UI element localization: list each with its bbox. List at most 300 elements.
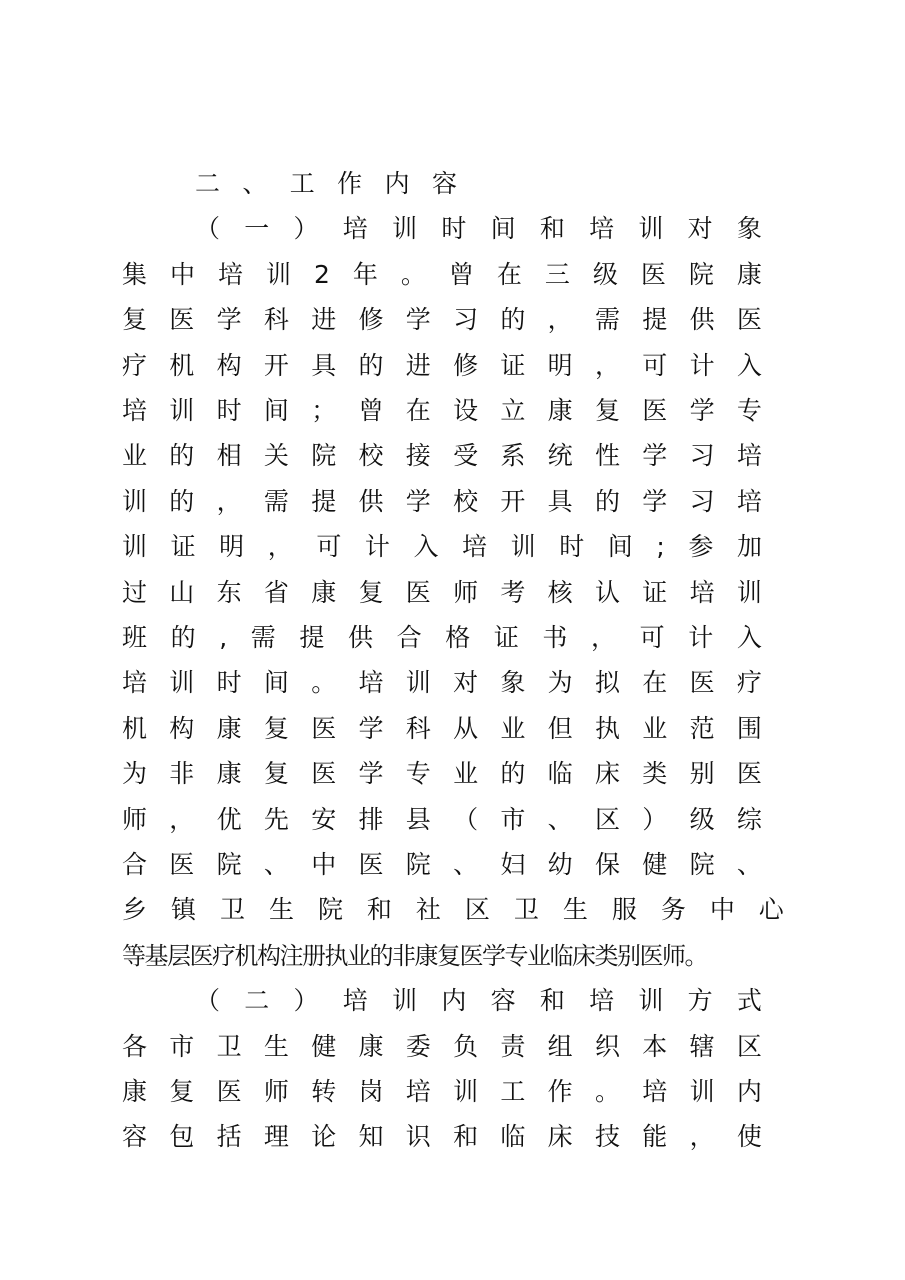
- text-char: 校: [453, 486, 479, 516]
- text-char: 中: [311, 850, 337, 879]
- text-char: 计: [688, 623, 714, 652]
- text-char: 培: [122, 396, 148, 425]
- text-char: 可: [639, 623, 665, 652]
- text-char: 需: [594, 305, 620, 335]
- text-char: 论: [311, 1122, 337, 1152]
- text-char: 临: [547, 759, 573, 789]
- text-char: 院: [311, 441, 337, 471]
- text-line: [122, 1117, 762, 1157]
- text-char: 院: [405, 850, 431, 879]
- text-char: ，: [216, 486, 242, 516]
- text-char: 转: [311, 1077, 337, 1106]
- text-line: [122, 527, 762, 567]
- text-char: 构: [216, 350, 242, 380]
- text-char: 加: [736, 532, 762, 562]
- text-char: 培: [589, 986, 615, 1016]
- text-char: 为: [122, 759, 148, 789]
- text-char: 医: [736, 759, 762, 789]
- text-char: 业: [122, 441, 148, 471]
- text-char: 院: [317, 895, 343, 925]
- text-char: 辖: [689, 1031, 715, 1061]
- text-char: 供: [347, 623, 373, 652]
- text-char: 业: [642, 713, 668, 743]
- text-char: 织: [594, 1031, 620, 1061]
- text-char: 学: [358, 713, 384, 743]
- text-char: 方: [687, 986, 713, 1016]
- text-char: 具: [311, 350, 337, 380]
- text-char: 能: [642, 1122, 668, 1152]
- text-char: 医: [311, 713, 337, 743]
- text-char: 二: [195, 169, 221, 198]
- text-char: 立: [500, 396, 526, 425]
- text-char: 年: [352, 259, 378, 289]
- text-char: 康: [358, 1031, 384, 1061]
- text-char: 二: [244, 986, 270, 1016]
- text-char: 训: [510, 532, 536, 562]
- text-char: 曾: [358, 396, 384, 425]
- text-char: 医: [169, 850, 195, 879]
- text-char: 时: [441, 214, 467, 244]
- text-char: 但: [547, 713, 573, 743]
- text-char: 县: [405, 804, 431, 834]
- text-char: 时: [216, 396, 242, 425]
- text-char: 康: [311, 577, 337, 607]
- text-char: 供: [358, 486, 384, 516]
- text-char: 训: [392, 214, 418, 244]
- text-char: 构: [169, 713, 195, 743]
- text-char: 级: [689, 804, 715, 834]
- text-char: 计: [689, 350, 715, 380]
- text-char: 曾: [448, 259, 474, 289]
- text-char: 识: [405, 1122, 431, 1152]
- text-char: 培: [736, 486, 762, 516]
- text-line: [122, 391, 762, 431]
- text-char: 的: [169, 486, 195, 516]
- text-char: 训: [736, 577, 762, 607]
- text-char: 中: [170, 259, 196, 289]
- text-char: 间: [263, 668, 289, 698]
- text-char: 学: [642, 486, 668, 516]
- text-char: 复: [358, 577, 384, 607]
- text-char: 培: [689, 577, 715, 607]
- text-char: 医: [642, 396, 668, 425]
- text-char: 习: [689, 486, 715, 516]
- text-char: 可: [642, 350, 668, 380]
- text-line: [122, 890, 784, 930]
- text-char: 师: [263, 1077, 289, 1106]
- text-char: 理: [263, 1122, 289, 1152]
- text-char: 训: [122, 532, 148, 562]
- text-char: 临: [500, 1122, 526, 1152]
- text-char: 负: [453, 1031, 479, 1061]
- text-char: 培: [589, 214, 615, 244]
- text-char: 式: [736, 986, 762, 1016]
- text-char: 作: [337, 169, 363, 198]
- text-char: 幼: [547, 850, 573, 879]
- text-char: 中: [709, 895, 735, 925]
- text-line: [122, 482, 762, 522]
- text-char: 对: [687, 214, 713, 244]
- text-char: 床: [594, 759, 620, 789]
- text-char: 一: [244, 214, 270, 244]
- text-char: 集: [122, 259, 148, 289]
- text-char: 专: [736, 396, 762, 425]
- text-char: 具: [547, 486, 573, 516]
- text-char: 的: [594, 486, 620, 516]
- text-char: 。: [594, 1077, 620, 1106]
- text-char: 机: [122, 713, 148, 743]
- text-char: 间: [490, 214, 516, 244]
- text-char: 学: [642, 441, 668, 471]
- text-char: 开: [500, 486, 526, 516]
- text-char: 、: [242, 169, 268, 198]
- text-char: 拟: [594, 668, 620, 698]
- text-char: 和: [366, 895, 392, 925]
- text-line: [122, 800, 762, 840]
- text-char: 机: [169, 350, 195, 380]
- text-char: 性: [594, 441, 620, 471]
- text-char: ,: [219, 623, 228, 652]
- text-char: 入: [413, 532, 439, 562]
- text-char: 卫: [219, 895, 245, 925]
- text-char: 复: [169, 1077, 195, 1106]
- text-char: 习: [689, 441, 715, 471]
- text-char: 间: [263, 396, 289, 425]
- text-char: 训: [392, 986, 418, 1016]
- text-char: 学: [216, 305, 242, 335]
- text-char: 本: [642, 1031, 668, 1061]
- text-char: 和: [539, 214, 565, 244]
- text-char: 先: [263, 804, 289, 834]
- text-char: 健: [642, 850, 668, 879]
- text-char: （: [453, 804, 479, 834]
- text-char: 心: [758, 895, 784, 925]
- text-char: 容: [122, 1122, 148, 1152]
- text-char: 卫: [216, 1031, 242, 1061]
- text-char: 受: [453, 441, 479, 471]
- text-char: 入: [736, 623, 762, 652]
- text-char: 。: [400, 259, 426, 289]
- text-char: 工: [500, 1077, 526, 1106]
- text-char: 院: [216, 850, 242, 879]
- text-char: 医: [736, 305, 762, 335]
- text-char: 学: [358, 759, 384, 789]
- text-char: 健: [311, 1031, 337, 1061]
- text-char: 认: [594, 577, 620, 607]
- text-char: 统: [547, 441, 573, 471]
- text-char: 师: [453, 577, 479, 607]
- text-char: 书: [542, 623, 568, 652]
- text-char: 服: [611, 895, 637, 925]
- text-char: 参: [688, 532, 714, 562]
- text-char: 医: [169, 305, 195, 335]
- text-char: 训: [638, 986, 664, 1016]
- text-char: 康: [216, 759, 242, 789]
- text-char: 培: [642, 1077, 668, 1106]
- text-char: 系: [500, 441, 526, 471]
- text-char: 和: [453, 1122, 479, 1152]
- text-char: 社: [415, 895, 441, 925]
- text-char: 入: [736, 350, 762, 380]
- text-char: ，: [591, 623, 617, 652]
- text-char: 学: [405, 486, 431, 516]
- text-char: 专: [405, 759, 431, 789]
- text-char: 、: [263, 850, 289, 879]
- text-char: 象: [500, 668, 526, 698]
- text-char: 时: [559, 532, 585, 562]
- text-char: 使: [736, 1122, 762, 1152]
- text-char: 妇: [500, 850, 526, 879]
- text-char: 合: [122, 850, 148, 879]
- text-char: 学: [405, 305, 431, 335]
- text-char: 医: [405, 577, 431, 607]
- text-char: 院: [689, 850, 715, 879]
- text-char: 市: [500, 804, 526, 834]
- text-line: [122, 1072, 762, 1112]
- text-char: ）: [642, 804, 668, 834]
- text-char: 培: [462, 532, 488, 562]
- text-char: 和: [539, 986, 565, 1016]
- text-line: [122, 1027, 762, 1067]
- text-char: 排: [358, 804, 384, 834]
- text-char: 培: [342, 214, 368, 244]
- text-char: 的: [169, 441, 195, 471]
- text-char: 康: [122, 1077, 148, 1106]
- text-char: 习: [453, 305, 479, 335]
- text-char: 开: [263, 350, 289, 380]
- text-char: 围: [736, 713, 762, 743]
- text-char: 复: [122, 305, 148, 335]
- text-char: 修: [358, 305, 384, 335]
- text-char: 在: [642, 668, 668, 698]
- text-char: 对: [453, 668, 479, 698]
- text-char: 证: [493, 623, 519, 652]
- text-char: 培: [736, 441, 762, 471]
- text-char: 医: [358, 850, 384, 879]
- text-char: 训: [689, 1077, 715, 1106]
- text-char: 接: [405, 441, 431, 471]
- text-char: 执: [594, 713, 620, 743]
- text-char: 证: [170, 532, 196, 562]
- text-char: 省: [263, 577, 289, 607]
- text-char: 市: [169, 1031, 195, 1061]
- text-char: （: [195, 214, 221, 244]
- text-line: [122, 618, 762, 658]
- text-char: 三: [544, 259, 570, 289]
- text-char: 班: [122, 623, 148, 652]
- text-char: ；: [311, 396, 337, 425]
- text-char: 提: [642, 305, 668, 335]
- text-char: 安: [311, 804, 337, 834]
- text-char: 供: [689, 305, 715, 335]
- text-char: 复: [263, 759, 289, 789]
- text-char: 提: [299, 623, 325, 652]
- text-line: [122, 255, 762, 295]
- text-char: 格: [445, 623, 471, 652]
- text-char: ）: [293, 214, 319, 244]
- text-char: 的: [170, 623, 196, 652]
- text-char: 综: [736, 804, 762, 834]
- text-char: 业: [500, 713, 526, 743]
- text-char: 培: [342, 986, 368, 1016]
- text-char: 在: [496, 259, 522, 289]
- text-char: 核: [547, 577, 573, 607]
- text-line: [195, 981, 762, 1021]
- text-char: 间: [607, 532, 633, 562]
- text-char: 训: [453, 1077, 479, 1106]
- text-char: 容: [431, 169, 457, 198]
- text-char: 修: [453, 350, 479, 380]
- text-char: 康: [736, 259, 762, 289]
- text-char: 生: [268, 895, 294, 925]
- text-char: 务: [660, 895, 686, 925]
- text-line: [122, 573, 762, 613]
- text-char: 象: [736, 214, 762, 244]
- text-char: ，: [689, 1122, 715, 1152]
- text-char: 康: [216, 713, 242, 743]
- text-char: 为: [547, 668, 573, 698]
- text-char: ，: [547, 305, 573, 335]
- text-line: [122, 663, 762, 703]
- text-char: 区: [464, 895, 490, 925]
- text-char: 的: [500, 305, 526, 335]
- text-char: 进: [405, 350, 431, 380]
- text-char: 卫: [513, 895, 539, 925]
- text-char: 康: [547, 396, 573, 425]
- text-line: [122, 754, 762, 794]
- text-char: 设: [453, 396, 479, 425]
- text-char: 训: [169, 396, 195, 425]
- text-char: 疗: [736, 668, 762, 698]
- text-char: 区: [594, 804, 620, 834]
- text-char: 、: [547, 804, 573, 834]
- text-char: 培: [405, 1077, 431, 1106]
- text-char: 明: [219, 532, 245, 562]
- text-line: [195, 209, 762, 249]
- text-char: 考: [500, 577, 526, 607]
- text-char: 训: [122, 486, 148, 516]
- text-char: 需: [250, 623, 276, 652]
- text-char: 内: [736, 1077, 762, 1106]
- text-char: 学: [689, 396, 715, 425]
- text-char: 提: [311, 486, 337, 516]
- text-char: 工: [289, 169, 315, 198]
- text-char: 时: [216, 668, 242, 698]
- text-char: 山: [169, 577, 195, 607]
- text-char: 镇: [170, 895, 196, 925]
- text-char: 生: [562, 895, 588, 925]
- text-char: 区: [736, 1031, 762, 1061]
- text-line: [122, 709, 762, 749]
- text-line: [195, 164, 457, 204]
- text-char: 括: [216, 1122, 242, 1152]
- text-char: 训: [638, 214, 664, 244]
- text-char: 非: [169, 759, 195, 789]
- text-char: 医: [689, 668, 715, 698]
- text-char: 责: [500, 1031, 526, 1061]
- text-char: 科: [405, 713, 431, 743]
- text-char: ）: [293, 986, 319, 1016]
- text-char: 乡: [122, 895, 148, 925]
- text-char: 疗: [122, 350, 148, 380]
- text-char: 医: [216, 1077, 242, 1106]
- text-char: 组: [547, 1031, 573, 1061]
- text-char: 范: [689, 713, 715, 743]
- text-char: 内: [384, 169, 410, 198]
- text-char: 的: [500, 759, 526, 789]
- text-char: 优: [216, 804, 242, 834]
- text-line: [122, 346, 762, 386]
- text-char: 容: [490, 986, 516, 1016]
- text-char: 东: [216, 577, 242, 607]
- text-char: 知: [358, 1122, 384, 1152]
- text-line: [122, 436, 762, 476]
- text-char: 作: [547, 1077, 573, 1106]
- text-char: 、: [453, 850, 479, 879]
- text-char: 医: [640, 259, 666, 289]
- text-char: 内: [441, 986, 467, 1016]
- text-char: 进: [311, 305, 337, 335]
- text-char: 技: [594, 1122, 620, 1152]
- text-char: 计: [364, 532, 390, 562]
- text-char: 医: [311, 759, 337, 789]
- text-line: [122, 845, 762, 885]
- text-char: 合: [396, 623, 422, 652]
- text-char: 各: [122, 1031, 148, 1061]
- text-char: ，: [169, 804, 195, 834]
- text-char: 相: [216, 441, 242, 471]
- text-line: [122, 300, 762, 340]
- text-char: 、: [736, 850, 762, 879]
- text-char: 复: [263, 713, 289, 743]
- text-char: 需: [263, 486, 289, 516]
- text-char: ，: [594, 350, 620, 380]
- text-char: 业: [453, 759, 479, 789]
- text-char: 别: [689, 759, 715, 789]
- text-char: 过: [122, 577, 148, 607]
- text-char: 证: [500, 350, 526, 380]
- text-char: 类: [642, 759, 668, 789]
- text-char: 级: [592, 259, 618, 289]
- text-char: 的: [358, 350, 384, 380]
- text-char: 培: [122, 668, 148, 698]
- text-char: 科: [263, 305, 289, 335]
- text-char: 明: [547, 350, 573, 380]
- text-char: ，: [267, 532, 293, 562]
- text-char: ;: [656, 532, 665, 562]
- text-char: 2: [314, 259, 330, 289]
- text-char: 复: [594, 396, 620, 425]
- text-char: 训: [266, 259, 292, 289]
- text-line: 等基层医疗机构注册执业的非康复医学专业临床类别医师。: [122, 941, 707, 970]
- text-char: 训: [405, 668, 431, 698]
- text-char: 培: [358, 668, 384, 698]
- text-char: 可: [316, 532, 342, 562]
- text-char: 生: [263, 1031, 289, 1061]
- text-char: 证: [642, 577, 668, 607]
- text-char: 院: [688, 259, 714, 289]
- text-char: 。: [311, 668, 337, 698]
- text-char: 床: [547, 1122, 573, 1152]
- text-char: 关: [263, 441, 289, 471]
- text-char: 保: [594, 850, 620, 879]
- text-char: 师: [122, 804, 148, 834]
- text-char: 包: [169, 1122, 195, 1152]
- text-char: 训: [169, 668, 195, 698]
- text-char: 委: [405, 1031, 431, 1061]
- text-char: 培: [218, 259, 244, 289]
- text-char: （: [195, 986, 221, 1016]
